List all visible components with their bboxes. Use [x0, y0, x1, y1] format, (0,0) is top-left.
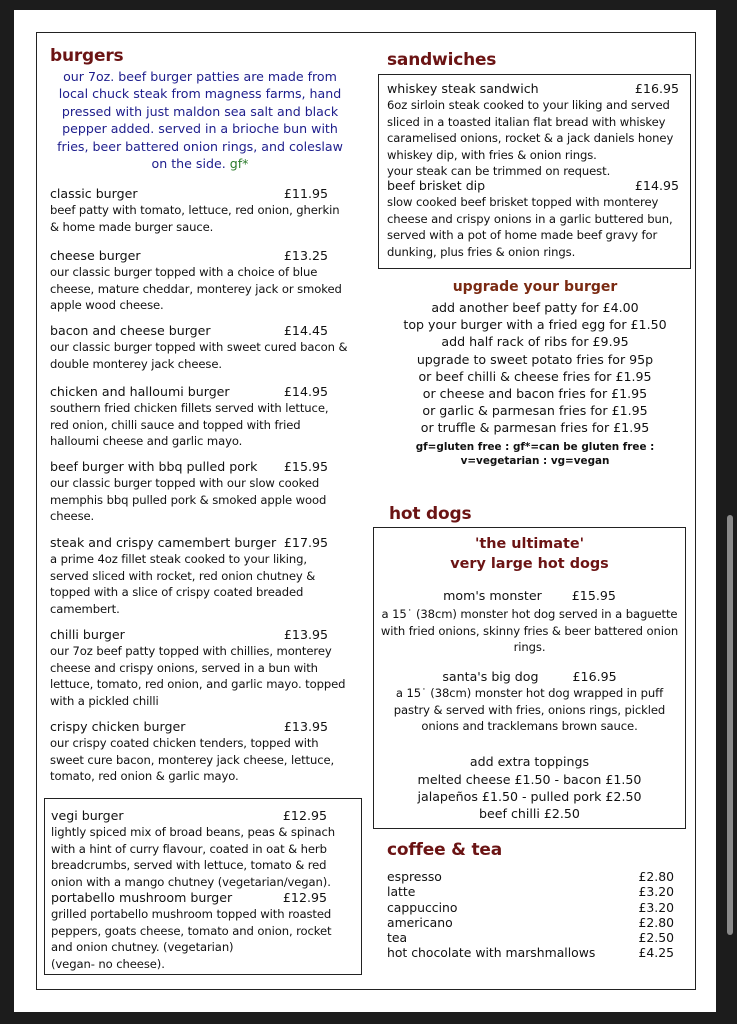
item-description: southern fried chicken fillets served with lettuce, red onion, chilli sauce and topped with fried halloumi cheese and garlic mayo.	[50, 401, 329, 449]
item-price: £13.95	[283, 719, 328, 734]
item-price: £2.80	[638, 914, 674, 930]
item-name-price	[378, 668, 681, 685]
menu-item	[51, 807, 351, 890]
menu-item	[50, 458, 348, 525]
hotdogs-title: 'the ultimate'	[474, 536, 585, 552]
upgrade-option: upgrade to sweet potato fries for 95p	[416, 351, 654, 367]
menu-item	[50, 247, 348, 314]
item-description: our classic burger topped with sweet cured bacon & double monterey jack cheese.	[50, 340, 348, 371]
item-price: £14.95	[634, 178, 679, 193]
menu-item	[50, 626, 348, 709]
item-price: £2.50	[638, 930, 674, 946]
menu-item	[50, 534, 348, 617]
hotdogs-heading: hot dogs	[389, 504, 472, 524]
item-description: grilled portabello mushroom topped with roasted peppers, goats cheese, tomato and onion, rocket and onion chutney. (vegetarian)	[51, 907, 332, 955]
burgers-intro	[50, 68, 350, 172]
coffee-item	[387, 869, 674, 884]
menu-item	[378, 587, 681, 656]
toppings-section	[374, 752, 685, 822]
item-description: slow cooked beef brisket topped with monterey cheese and crispy onions in a garlic buttered bun, served with a pot of home made beef gravy for dunking, plus fries & onion rings.	[387, 195, 673, 259]
item-price: £15.95	[571, 588, 616, 603]
item-price: £17.95	[283, 535, 328, 550]
upgrade-option: or cheese and bacon fries for £1.95	[422, 386, 648, 402]
item-price: £3.20	[638, 884, 674, 900]
item-name: crispy chicken burger	[50, 719, 186, 734]
topping-line: beef chilli £2.50	[479, 806, 580, 821]
item-price: £14.95	[283, 384, 328, 399]
item-description: our classic burger topped with a choice of blue cheese, mature cheddar, monterey jack or smoked apple wood cheese.	[50, 265, 342, 313]
coffee-item	[387, 915, 674, 930]
item-name: espresso	[387, 869, 442, 884]
upgrade-option: top your burger with a fried egg for £1.50	[403, 317, 667, 333]
upgrade-option: add another beef patty for £4.00	[431, 300, 639, 315]
gluten-free-tag: gf*	[229, 156, 249, 172]
coffee-item	[387, 945, 674, 960]
item-name: latte	[387, 884, 416, 900]
upgrade-option: or truffle & parmesan fries for £1.95	[420, 420, 650, 436]
item-price: £16.95	[572, 669, 617, 684]
upgrade-option: add half rack of ribs for £9.95	[441, 334, 629, 350]
item-price: £13.25	[283, 248, 328, 263]
item-name: mom's monster	[443, 588, 542, 603]
item-price: £3.20	[638, 899, 674, 915]
upgrade-section	[380, 277, 690, 468]
item-price: £12.95	[282, 890, 327, 905]
item-name: beef burger with bbq pulled pork	[50, 459, 258, 474]
coffee-item	[387, 900, 674, 915]
item-price: £14.45	[283, 323, 328, 338]
item-description: our classic burger topped with our slow cooked memphis bbq pulled pork & smoked apple wood cheese.	[50, 476, 327, 524]
vegetarian-box	[44, 798, 362, 975]
item-description: a prime 4oz fillet steak cooked to your liking, served sliced with rocket, red onion chutney & topped with a slice of crispy coated breaded camembert.	[50, 552, 316, 616]
menu-item	[50, 322, 348, 372]
item-name: beef brisket dip	[387, 178, 486, 193]
item-name: santa's big dog	[442, 669, 539, 684]
item-description: a 15˙ (38cm) monster hot dog served in a baguette with fried onions, skinny fries & beer battered onion rings.	[380, 607, 679, 655]
dietary-legend: v=vegetarian : vg=vegan	[460, 454, 610, 467]
hotdogs-box	[373, 527, 686, 829]
item-description: beef patty with tomato, lettuce, red onion, gherkin & home made burger sauce.	[50, 203, 340, 234]
menu-item	[50, 185, 348, 235]
item-description: our 7oz beef patty topped with chillies, monterey cheese and crispy onions, served in a bun with lettuce, tomato, red onion, and garlic mayo. topped with a pickled chilli	[50, 644, 346, 708]
item-description: a 15˙ (38cm) monster hot dog wrapped in puff pastry & served with fries, onions rings, pickled onions and tracklemans brown sauce.	[393, 686, 666, 734]
item-name: bacon and cheese burger	[50, 323, 211, 338]
item-price: £16.95	[634, 81, 679, 96]
item-name: tea	[387, 930, 408, 946]
item-description: 6oz sirloin steak cooked to your liking and served sliced in a toasted italian flat bread with whiskey caramelised onions, rocket & a jack daniels honey whiskey dip, with fries & onion rings.	[387, 98, 674, 162]
scrollbar-thumb[interactable]	[727, 515, 733, 935]
item-name-price	[378, 587, 681, 604]
item-price: £11.95	[283, 186, 328, 201]
item-price: £13.95	[283, 627, 328, 642]
upgrade-option: or beef chilli & cheese fries for £1.95	[418, 368, 652, 384]
topping-line: melted cheese £1.50 - bacon £1.50	[417, 772, 642, 787]
item-name: whiskey steak sandwich	[387, 81, 539, 96]
topping-line: jalapeños £1.50 - pulled pork £2.50	[417, 789, 642, 804]
coffee-heading: coffee & tea	[387, 840, 502, 860]
item-price: £15.95	[283, 459, 328, 474]
coffee-list	[387, 869, 674, 961]
sandwiches-heading: sandwiches	[387, 50, 497, 70]
item-name: hot chocolate with marshmallows	[387, 945, 596, 961]
toppings-heading: add extra toppings	[469, 754, 590, 769]
item-note: (vegan- no cheese).	[51, 956, 165, 971]
menu-item	[51, 889, 351, 972]
item-name: cheese burger	[50, 248, 141, 263]
coffee-item	[387, 930, 674, 945]
item-name: chicken and halloumi burger	[50, 384, 230, 399]
menu-item	[378, 668, 681, 735]
item-name: steak and crispy camembert burger	[50, 535, 277, 550]
item-name: classic burger	[50, 186, 138, 201]
item-description: our crispy coated chicken tenders, topped with sweet cure bacon, monterey jack cheese, lettuce, tomato, red onion & garlic mayo.	[50, 736, 335, 784]
item-name: chilli burger	[50, 627, 125, 642]
item-price: £2.80	[638, 869, 674, 884]
item-name: americano	[387, 914, 453, 930]
item-price: £4.25	[638, 945, 674, 961]
item-name: vegi burger	[51, 808, 124, 823]
menu-item	[50, 383, 348, 450]
coffee-item	[387, 884, 674, 899]
menu-item	[387, 80, 679, 180]
dietary-legend: gf=gluten free : gf*=can be gluten free :	[415, 440, 655, 453]
upgrade-heading: upgrade your burger	[452, 279, 618, 295]
burgers-heading: burgers	[50, 46, 124, 66]
item-description: lightly spiced mix of broad beans, peas & spinach with a hint of curry flavour, coated in oat & herb breadcrumbs, served with lettuce, tomato & red onion with a mango chutney (vegetarian/vegan).	[51, 825, 335, 889]
upgrade-option: or garlic & parmesan fries for £1.95	[422, 403, 648, 419]
item-name: portabello mushroom burger	[51, 890, 233, 905]
item-price: £12.95	[282, 808, 327, 823]
burgers-intro-text: our 7oz. beef burger patties are made from local chuck steak from magness farms, hand pressed with just maldon sea salt and black pepper added. served in a brioche bun with fries, beer battered onion rings, and coleslaw on the side.	[57, 69, 343, 172]
item-note: your steak can be trimmed on request.	[387, 164, 611, 179]
vertical-scrollbar[interactable]	[725, 0, 737, 1024]
sandwiches-box	[378, 74, 691, 269]
item-name: cappuccino	[387, 899, 458, 915]
menu-item	[50, 718, 348, 785]
hotdogs-subtitle: very large hot dogs	[450, 556, 609, 572]
menu-item	[387, 177, 679, 260]
